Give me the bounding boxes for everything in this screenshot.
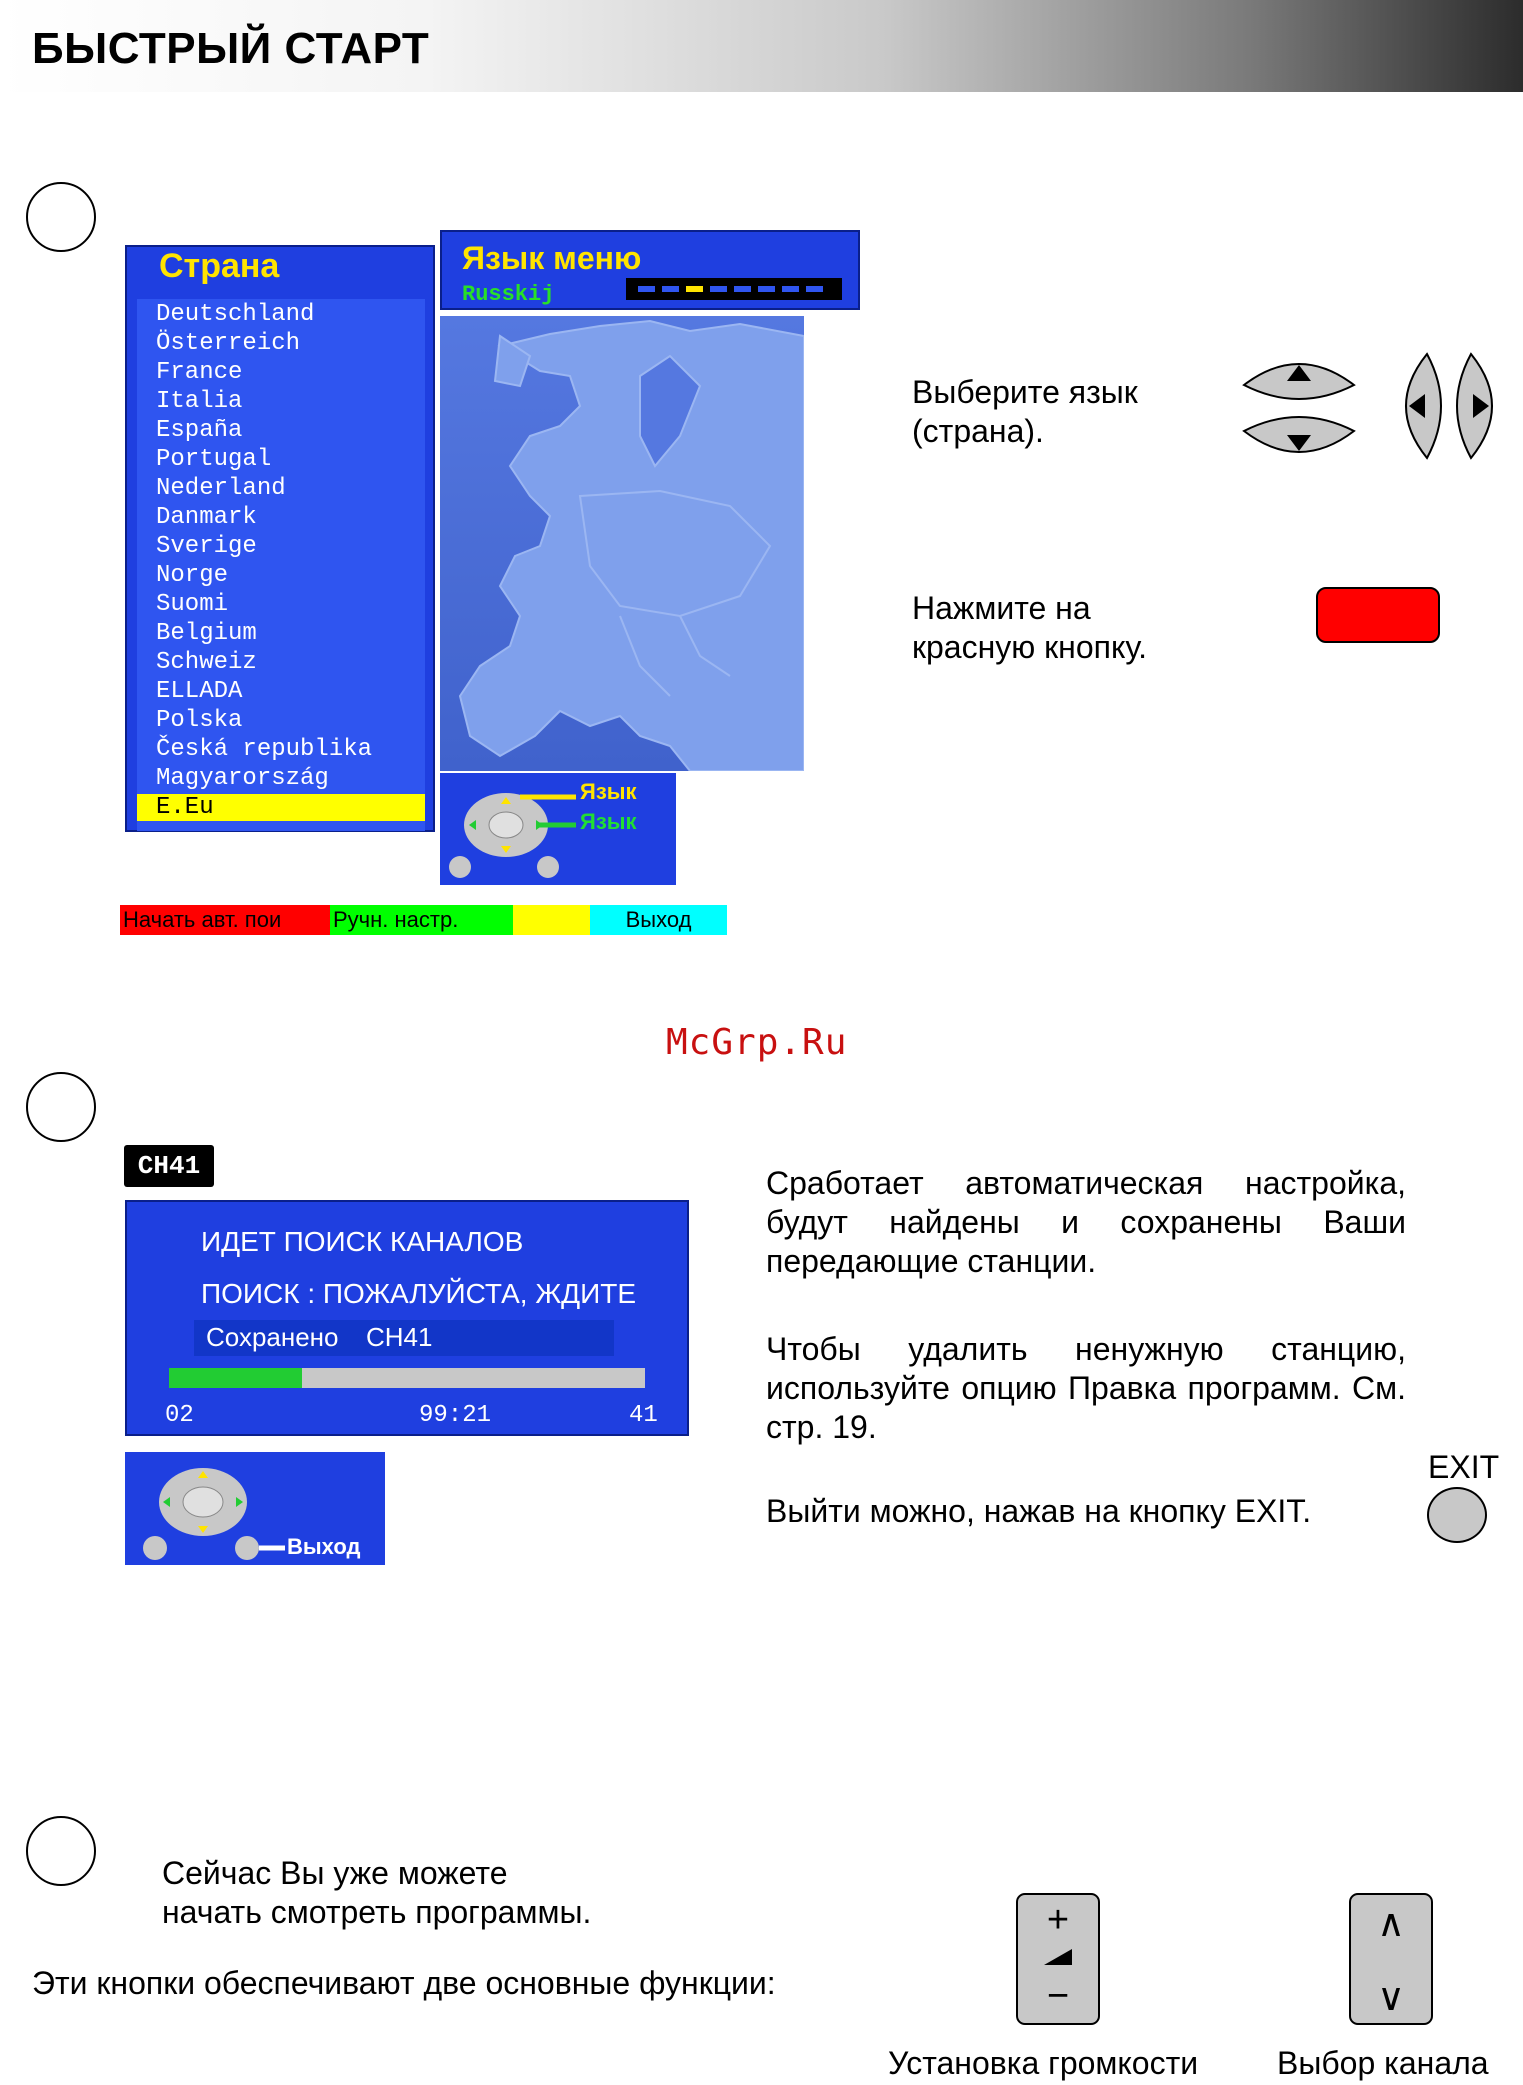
instruction-line: красную кнопку. — [912, 629, 1147, 665]
progress-time: 99:21 — [419, 1402, 492, 1429]
language-value: Russkij — [462, 282, 555, 307]
channel-caption: Выбор канала — [1277, 2045, 1489, 2081]
europe-map-image — [440, 316, 804, 771]
language-menu — [440, 230, 860, 310]
instruction-line: Нажмите на — [912, 590, 1091, 626]
list-item[interactable]: Österreich — [156, 330, 301, 357]
list-item[interactable]: Sverige — [156, 533, 257, 560]
saved-row — [194, 1320, 614, 1356]
watch-now-line-2: начать смотреть программы. — [162, 1894, 592, 1930]
channel-label: CH41 — [124, 1145, 214, 1187]
search-progress-fill — [169, 1368, 302, 1388]
watch-now-line-1: Сейчас Вы уже можете — [162, 1855, 508, 1891]
list-item[interactable]: España — [156, 417, 243, 444]
language-menu-title: Язык меню — [462, 240, 642, 276]
progress-start: 02 — [165, 1402, 194, 1429]
nav-label-up-down: Язык — [580, 779, 637, 804]
search-progress-bar — [169, 1368, 645, 1388]
list-item[interactable]: Norge — [156, 562, 229, 589]
nav-label-left-right: Язык — [580, 809, 637, 834]
instruction-line: Выберите язык — [912, 374, 1138, 410]
paragraph-exit: Выйти можно, нажав на кнопку EXIT. — [766, 1493, 1312, 1529]
list-item[interactable]: Deutschland — [156, 301, 315, 328]
volume-icon — [1044, 1947, 1074, 1967]
list-item[interactable]: ELLADA — [156, 678, 243, 705]
volume-plus-icon: + — [1046, 1899, 1070, 1941]
list-item[interactable]: Česká republika — [156, 736, 373, 763]
country-menu — [125, 245, 435, 832]
cyan-button-label[interactable]: Выход — [590, 905, 727, 935]
list-item[interactable]: Suomi — [156, 591, 229, 618]
watermark: McGrp.Ru — [666, 1022, 848, 1063]
navigation-hint-exit — [125, 1452, 385, 1565]
instruction-select-language — [912, 373, 1138, 451]
list-item[interactable]: Italia — [156, 388, 243, 415]
remote-dpad-icon — [440, 773, 676, 885]
navigation-hint — [440, 773, 676, 885]
language-indicator — [626, 278, 842, 300]
exit-button-label: EXIT — [1428, 1449, 1500, 1485]
red-button[interactable] — [1316, 587, 1440, 643]
channel-search-panel — [125, 1200, 689, 1436]
saved-label: Сохранено — [206, 1322, 339, 1352]
saved-channel: CH41 — [366, 1322, 433, 1352]
progress-end: 41 — [629, 1402, 658, 1429]
step-1-marker — [26, 182, 96, 252]
volume-button[interactable] — [1016, 1893, 1100, 2025]
list-item[interactable]: Danmark — [156, 504, 257, 531]
step-2-marker — [26, 1072, 96, 1142]
list-item[interactable]: Portugal — [156, 446, 272, 473]
list-item[interactable]: Polska — [156, 707, 243, 734]
country-list — [137, 299, 425, 831]
page-title: БЫСТРЫЙ СТАРТ — [32, 24, 430, 73]
list-item[interactable]: France — [156, 359, 243, 386]
paragraph-auto-tuning: Сработает автоматическая настройка, будут найдены и сохранены Ваши передающие станции. — [766, 1165, 1406, 1279]
main-functions-text: Эти кнопки обеспечивают две основные функции: — [32, 1965, 776, 2001]
volume-caption: Установка громкости — [888, 2045, 1199, 2081]
left-right-arrows-icon[interactable] — [1397, 350, 1501, 462]
nav-label-exit: Выход — [287, 1534, 361, 1559]
paragraph-delete-station: Чтобы удалить ненужную станцию, используйте опцию Правка программ. См. стр. 19. — [766, 1331, 1406, 1445]
green-button-label[interactable]: Ручн. настр. — [330, 905, 513, 935]
yellow-button-label[interactable] — [513, 905, 590, 935]
red-button-label[interactable]: Начать авт. пои — [120, 905, 330, 935]
exit-button[interactable] — [1427, 1487, 1487, 1543]
country-menu-title: Страна — [159, 247, 280, 285]
search-status-line-1: ИДЕТ ПОИСК КАНАЛОВ — [201, 1226, 524, 1257]
list-item-selected[interactable]: E.Eu — [137, 794, 425, 821]
list-item[interactable]: Belgium — [156, 620, 257, 647]
channel-down-icon: ∨ — [1377, 1977, 1405, 2019]
list-item[interactable]: Schweiz — [156, 649, 257, 676]
instruction-press-red — [912, 589, 1147, 667]
volume-minus-icon: − — [1046, 1975, 1070, 2017]
up-down-arrows-icon[interactable] — [1240, 355, 1358, 461]
list-item[interactable]: Nederland — [156, 475, 286, 502]
search-status-line-2: ПОИСК : ПОЖАЛУЙСТА, ЖДИТЕ — [201, 1278, 637, 1309]
channel-up-icon: ∧ — [1377, 1903, 1405, 1945]
instruction-line: (страна). — [912, 413, 1044, 449]
step-3-marker — [26, 1816, 96, 1886]
channel-button[interactable] — [1349, 1893, 1433, 2025]
list-item[interactable]: Magyarország — [156, 765, 329, 792]
